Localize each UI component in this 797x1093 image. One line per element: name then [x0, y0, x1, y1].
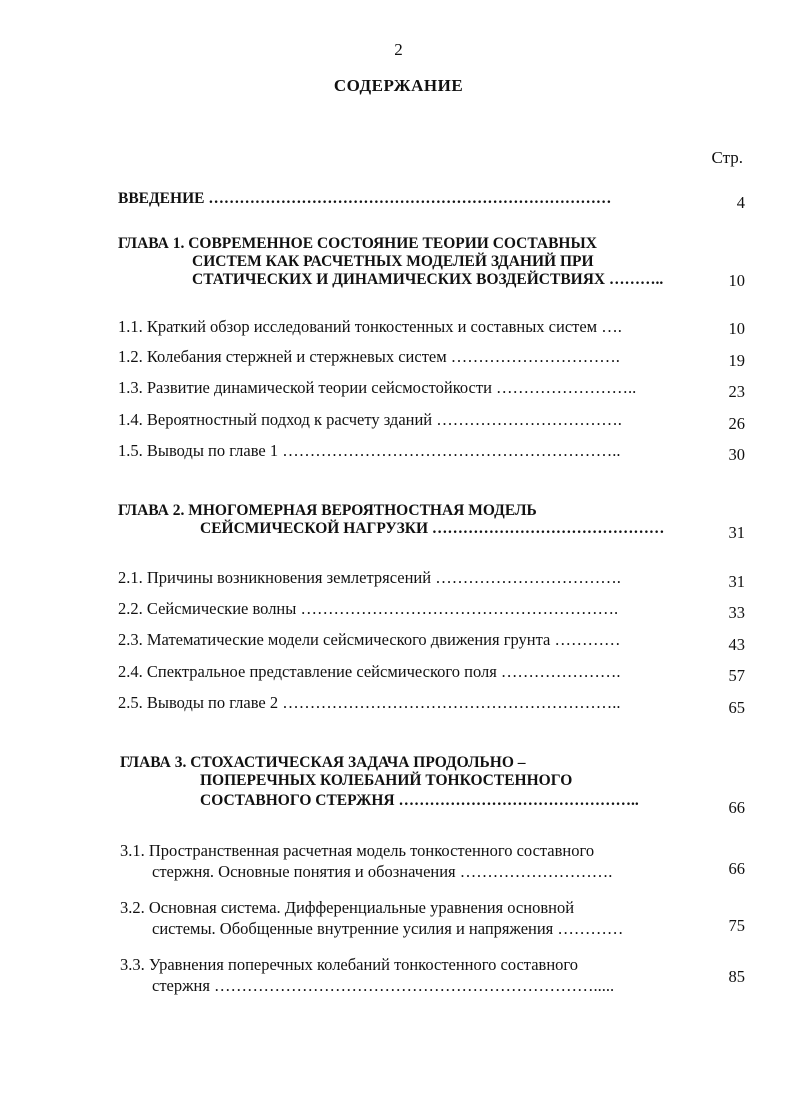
toc-section-2-3-page: 43 — [728, 635, 745, 654]
chapter-1-title-line-1[interactable]: ГЛАВА 1. СОВРЕМЕННОЕ СОСТОЯНИЕ ТЕОРИИ СОСТАВНЫХ — [118, 235, 597, 252]
toc-section-2-5-page: 65 — [728, 698, 745, 717]
toc-section-2-2[interactable]: 2.2. Сейсмические волны …………………………………………………. — [118, 599, 619, 618]
toc-section-1-5-page: 30 — [728, 445, 745, 464]
chapter-3-title-line-3[interactable]: СОСТАВНОГО СТЕРЖНЯ ……………………………………….. — [200, 792, 639, 809]
chapter-3-title-line-1[interactable]: ГЛАВА 3. СТОХАСТИЧЕСКАЯ ЗАДАЧА ПРОДОЛЬНО – — [120, 754, 526, 771]
toc-intro[interactable]: ВВЕДЕНИЕ …………………………………………………………………… — [118, 190, 612, 207]
toc-section-2-5[interactable]: 2.5. Выводы по главе 2 …………………………………………………….. — [118, 693, 621, 712]
toc-section-1-5[interactable]: 1.5. Выводы по главе 1 …………………………………………………….. — [118, 441, 621, 460]
page-number: 2 — [394, 40, 403, 59]
chapter-2-page: 31 — [728, 523, 745, 542]
toc-section-3-1-line-2[interactable]: стержня. Основные понятия и обозначения ………………………. — [152, 862, 613, 881]
toc-section-3-1-page: 66 — [728, 859, 745, 878]
chapter-3-title-line-2[interactable]: ПОПЕРЕЧНЫХ КОЛЕБАНИЙ ТОНКОСТЕННОГО — [200, 772, 573, 789]
toc-section-3-3-line-1[interactable]: 3.3. Уравнения поперечных колебаний тонкостенного составного — [120, 955, 579, 974]
toc-section-2-3[interactable]: 2.3. Математические модели сейсмического движения грунта ………… — [118, 630, 621, 649]
chapter-2-title-line-2[interactable]: СЕЙСМИЧЕСКОЙ НАГРУЗКИ ……………………………………… — [200, 520, 665, 537]
toc-section-1-1[interactable]: 1.1. Краткий обзор исследований тонкостенных и составных систем …. — [118, 317, 622, 336]
toc-section-3-3-page: 85 — [728, 967, 745, 986]
toc-section-2-2-page: 33 — [728, 603, 745, 622]
chapter-1-page: 10 — [728, 271, 745, 290]
chapter-2-title-line-1[interactable]: ГЛАВА 2. МНОГОМЕРНАЯ ВЕРОЯТНОСТНАЯ МОДЕЛЬ — [118, 502, 537, 519]
toc-section-1-4-page: 26 — [728, 414, 745, 433]
toc-section-3-2-line-1[interactable]: 3.2. Основная система. Дифференциальные уравнения основной — [120, 898, 575, 917]
toc-section-2-1-page: 31 — [728, 572, 745, 591]
toc-section-3-3-line-2[interactable]: стержня ……………………………………………………………..... — [152, 976, 615, 995]
page-column-header: Стр. — [711, 148, 743, 167]
toc-section-3-1-line-1[interactable]: 3.1. Пространственная расчетная модель тонкостенного составного — [120, 841, 595, 860]
chapter-1-title-line-2[interactable]: СИСТЕМ КАК РАСЧЕТНЫХ МОДЕЛЕЙ ЗДАНИЙ ПРИ — [192, 253, 594, 270]
page-title: СОДЕРЖАНИЕ — [333, 76, 464, 95]
toc-section-1-4[interactable]: 1.4. Вероятностный подход к расчету зданий ……………………………. — [118, 410, 622, 429]
chapter-3-page: 66 — [728, 798, 745, 817]
toc-section-1-3-page: 23 — [728, 382, 745, 401]
toc-section-1-1-page: 10 — [728, 319, 745, 338]
toc-section-2-4[interactable]: 2.4. Спектральное представление сейсмического поля …………………. — [118, 662, 621, 681]
toc-section-1-3[interactable]: 1.3. Развитие динамической теории сейсмостойкости …………………….. — [118, 378, 637, 397]
toc-section-3-2-line-2[interactable]: системы. Обобщенные внутренние усилия и напряжения ………… — [152, 919, 624, 938]
toc-intro-page: 4 — [736, 193, 745, 212]
chapter-1-title-line-3[interactable]: СТАТИЧЕСКИХ И ДИНАМИЧЕСКИХ ВОЗДЕЙСТВИЯХ ……….. — [192, 271, 664, 288]
toc-section-2-1[interactable]: 2.1. Причины возникновения землетрясений ……………………………. — [118, 568, 621, 587]
toc-section-1-2[interactable]: 1.2. Колебания стержней и стержневых систем …………………………. — [118, 347, 620, 366]
toc-section-2-4-page: 57 — [728, 666, 745, 685]
toc-section-1-2-page: 19 — [728, 351, 745, 370]
toc-section-3-2-page: 75 — [728, 916, 745, 935]
